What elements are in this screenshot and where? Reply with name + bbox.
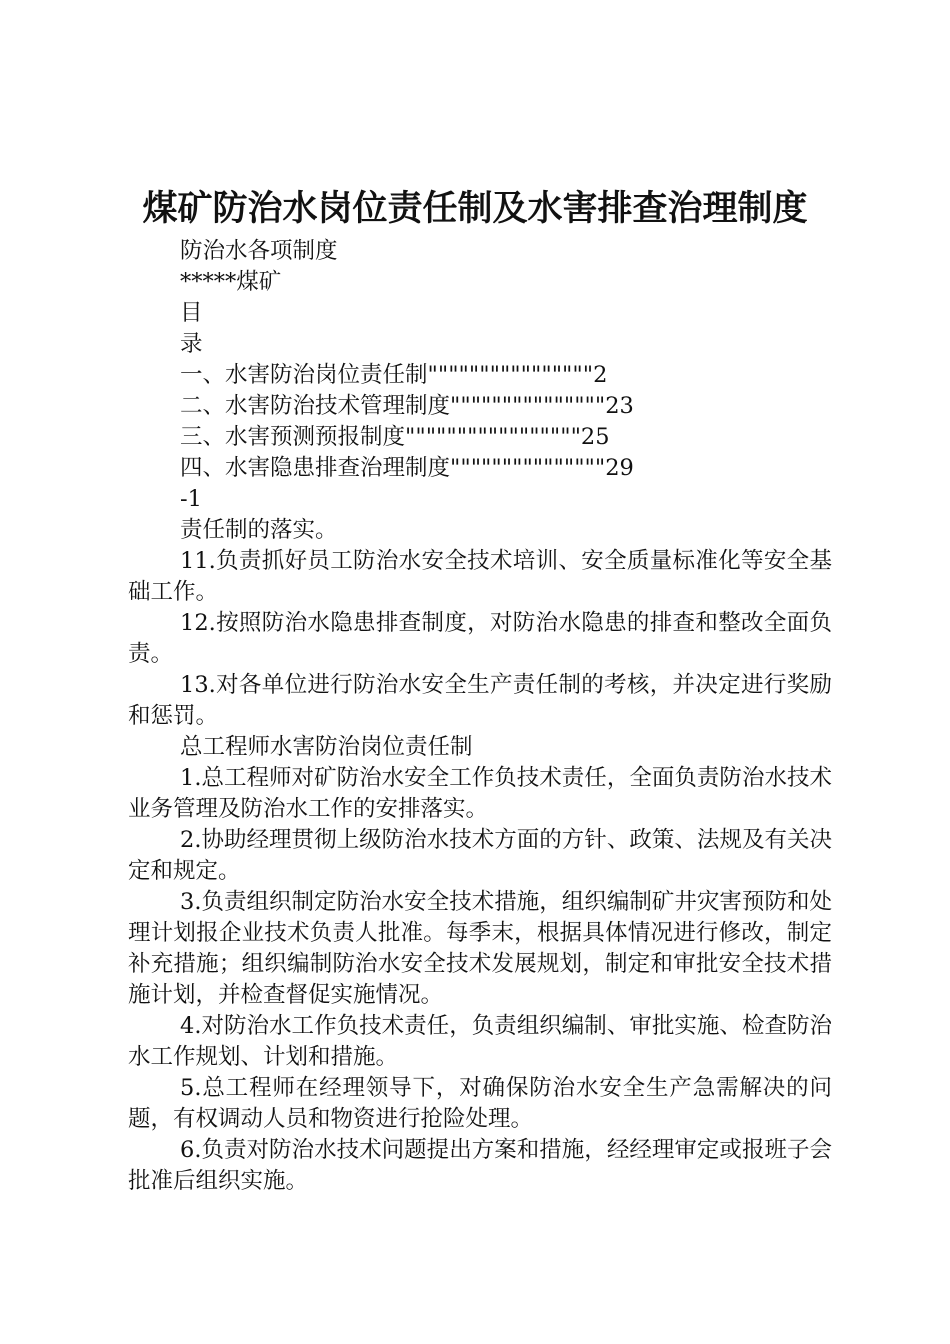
mine-name: *****煤矿 [180, 269, 282, 295]
paragraph: 1.总工程师对矿防治水安全工作负技术责任，全面负责防治水技术业务管理及防治水工作的安排落实。 [128, 765, 832, 822]
toc-heading: 防治水各项制度 [180, 238, 338, 264]
page-marker: -1 [180, 486, 202, 512]
document-body [128, 236, 832, 1197]
paragraph: 2.协助经理贯彻上级防治水技术方面的方针、政策、法规及有关决定和规定。 [128, 827, 832, 884]
paragraph: 12.按照防治水隐患排查制度，对防治水隐患的排查和整改全面负责。 [128, 610, 832, 667]
contents-label-1: 目 [180, 300, 203, 326]
toc-entry: 二、水害防治技术管理制度"""""""""""""""23 [180, 393, 634, 419]
paragraph: 3.负责组织制定防治水安全技术措施，组织编制矿井灾害预防和处理计划报企业技术负责人批准。每季末，根据具体情况进行修改，制定补充措施；组织编制防治水安全技术发展规划，制定和审批安全技术措施计划，并检查督促实施情况。 [128, 889, 832, 1008]
toc-entry: 一、水害防治岗位责任制""""""""""""""""2 [180, 362, 608, 388]
document-title: 煤矿防治水岗位责任制及水害排查治理制度 [142, 189, 808, 229]
toc-entry: 四、水害隐患排查治理制度"""""""""""""""29 [180, 455, 634, 481]
section-heading: 总工程师水害防治岗位责任制 [180, 734, 473, 760]
paragraph: 4.对防治水工作负技术责任，负责组织编制、审批实施、检查防治水工作规划、计划和措施。 [128, 1013, 832, 1070]
toc-entry: 三、水害预测预报制度"""""""""""""""""25 [180, 424, 610, 450]
paragraph: 6.负责对防治水技术问题提出方案和措施，经经理审定或报班子会批准后组织实施。 [128, 1137, 832, 1194]
text-line: 责任制的落实。 [180, 517, 338, 543]
paragraph: 11.负责抓好员工防治水安全技术培训、安全质量标准化等安全基础工作。 [128, 548, 832, 605]
paragraph: 5.总工程师在经理领导下，对确保防治水安全生产急需解决的问题，有权调动人员和物资进行抢险处理。 [128, 1075, 832, 1132]
contents-label-2: 录 [180, 331, 203, 357]
paragraph: 13.对各单位进行防治水安全生产责任制的考核，并决定进行奖励和惩罚。 [128, 672, 832, 729]
